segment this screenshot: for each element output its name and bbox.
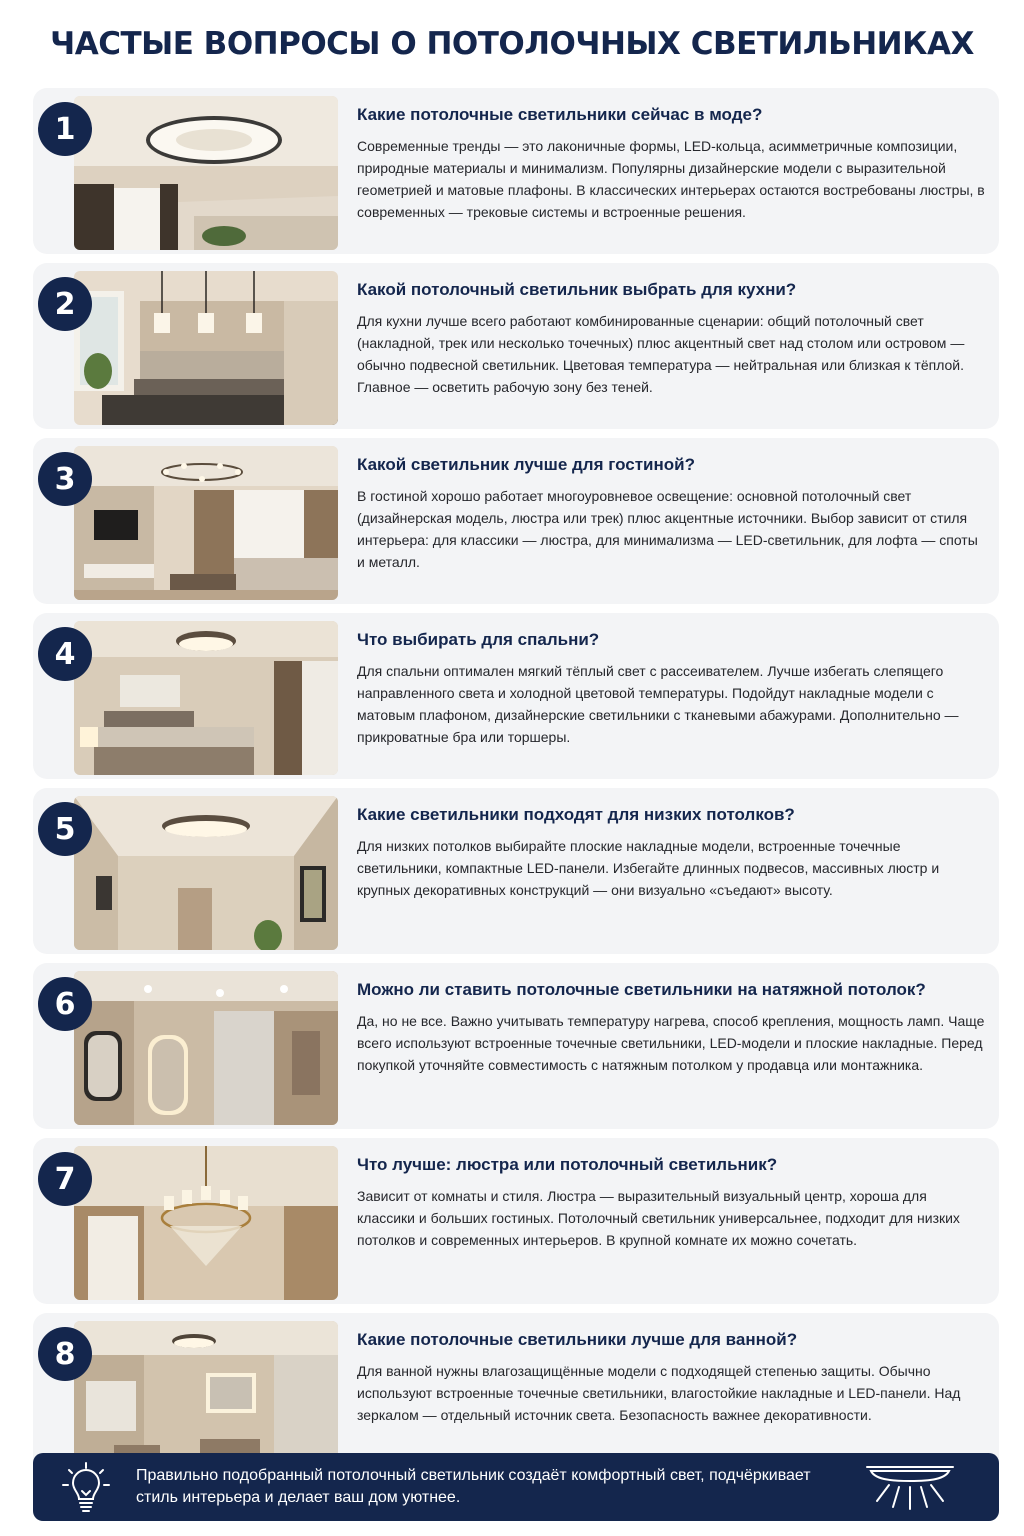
footer-text: Правильно подобранный потолочный светильник создаёт комфортный свет, подчёркивает стиль интерьера и делает ваш дом уютнее. xyxy=(136,1467,811,1506)
faq-question: Что выбирать для спальни? xyxy=(357,630,600,649)
faq-question: Какие потолочные светильники сейчас в моде? xyxy=(357,105,763,124)
faq-answer: Для кухни лучше всего работают комбинированные сценарии: общий потолочный свет (накладной, трек или несколько точечных) плюс акцентный свет над столом или островом — обычно подвесной светильник. Цветовая температура — нейтральная или близкая к тёплой. Главное — осветить рабочую зону без теней. xyxy=(357,313,965,395)
faq-question: Какой потолочный светильник выбрать для кухни? xyxy=(357,280,797,299)
bedroom-ceiling-light-photo xyxy=(74,621,338,775)
faq-question: Можно ли ставить потолочные светильники на натяжной потолок? xyxy=(357,980,926,999)
faq-list xyxy=(33,88,999,1488)
faq-number-badge: 4 xyxy=(38,627,92,681)
crystal-chandelier-photo xyxy=(74,1146,338,1300)
faq-question: Какой светильник лучше для гостиной? xyxy=(357,455,695,474)
faq-question: Какие светильники подходят для низких потолков? xyxy=(357,805,795,824)
faq-number-badge: 2 xyxy=(38,277,92,331)
faq-item xyxy=(33,263,999,429)
bathroom-ceiling-light-photo xyxy=(74,1321,338,1475)
faq-number-badge: 6 xyxy=(38,977,92,1031)
page-title: ЧАСТЫЕ ВОПРОСЫ О ПОТОЛОЧНЫХ СВЕТИЛЬНИКАХ xyxy=(50,26,974,62)
ceiling-light-icon xyxy=(861,1463,959,1513)
faq-item xyxy=(33,963,999,1129)
faq-item xyxy=(33,1138,999,1304)
faq-number-badge: 5 xyxy=(38,802,92,856)
low-ceiling-flat-light-photo xyxy=(74,796,338,950)
faq-item xyxy=(33,613,999,779)
faq-answer: Да, но не все. Важно учитывать температуру нагрева, способ крепления, мощность ламп. Чаще всего используют встроенные точечные светильники, LED-модели и плоские накладные. Перед покупкой уточняйте совместимость с натяжным потолком у продавца или монтажника. xyxy=(357,1013,985,1073)
faq-item xyxy=(33,88,999,254)
stretch-ceiling-spotlights-bathroom-photo xyxy=(74,971,338,1125)
faq-number-badge: 1 xyxy=(38,102,92,156)
lightbulb-icon xyxy=(61,1461,111,1513)
faq-item xyxy=(33,438,999,604)
faq-question: Какие потолочные светильники лучше для ванной? xyxy=(357,1330,798,1349)
living-room-chandelier-photo xyxy=(74,446,338,600)
faq-answer: Для низких потолков выбирайте плоские накладные модели, встроенные точечные светильники, компактные LED-панели. Избегайте длинных подвесов, массивных люстр и крупных декоративных конструкций — они визуально «съедают» высоту. xyxy=(357,838,940,898)
faq-number-badge: 7 xyxy=(38,1152,92,1206)
faq-number-badge: 8 xyxy=(38,1327,92,1381)
faq-answer: Для спальни оптимален мягкий тёплый свет с рассеивателем. Лучше избегать слепящего направленного света и холодной цветовой температуры. Подойдут накладные модели с матовым плафоном, дизайнерские светильники с тканевыми абажурами. Дополнительно — прикроватные бра или торшеры. xyxy=(357,663,959,745)
kitchen-pendant-lights-photo xyxy=(74,271,338,425)
faq-answer: Зависит от комнаты и стиля. Люстра — выразительный визуальный центр, хороша для классики и больших гостиных. Потолочный светильник универсальнее, подходит для низких потолков и современных интерьеров. В крупной комнате их можно сочетать. xyxy=(357,1188,960,1248)
faq-answer: В гостиной хорошо работает многоуровневое освещение: основной потолочный свет (дизайнерская модель, люстра или трек) плюс акцентные источники. Выбор зависит от стиля интерьера: для классики — люстра, для минимализма — LED-светильник, для лофта — споты и металл. xyxy=(357,488,978,570)
faq-number-badge: 3 xyxy=(38,452,92,506)
faq-item xyxy=(33,788,999,954)
round-led-ring-living-room-photo xyxy=(74,96,338,250)
footer-banner xyxy=(33,1453,999,1521)
faq-question: Что лучше: люстра или потолочный светильник? xyxy=(357,1155,778,1174)
faq-answer: Современные тренды — это лаконичные формы, LED-кольца, асимметричные композиции, природные материалы и минимализм. Популярны дизайнерские модели с выразительной геометрией и матовые плафоны. В классических интерьерах остаются востребованы люстры, в современных — трековые системы и встроенные решения. xyxy=(357,138,985,220)
faq-answer: Для ванной нужны влагозащищённые модели с подходящей степенью защиты. Обычно используют встроенные точечные светильники, влагостойкие накладные и LED-панели. Над зеркалом — отдельный источник света. Безопасность важнее декоративности. xyxy=(357,1363,961,1423)
